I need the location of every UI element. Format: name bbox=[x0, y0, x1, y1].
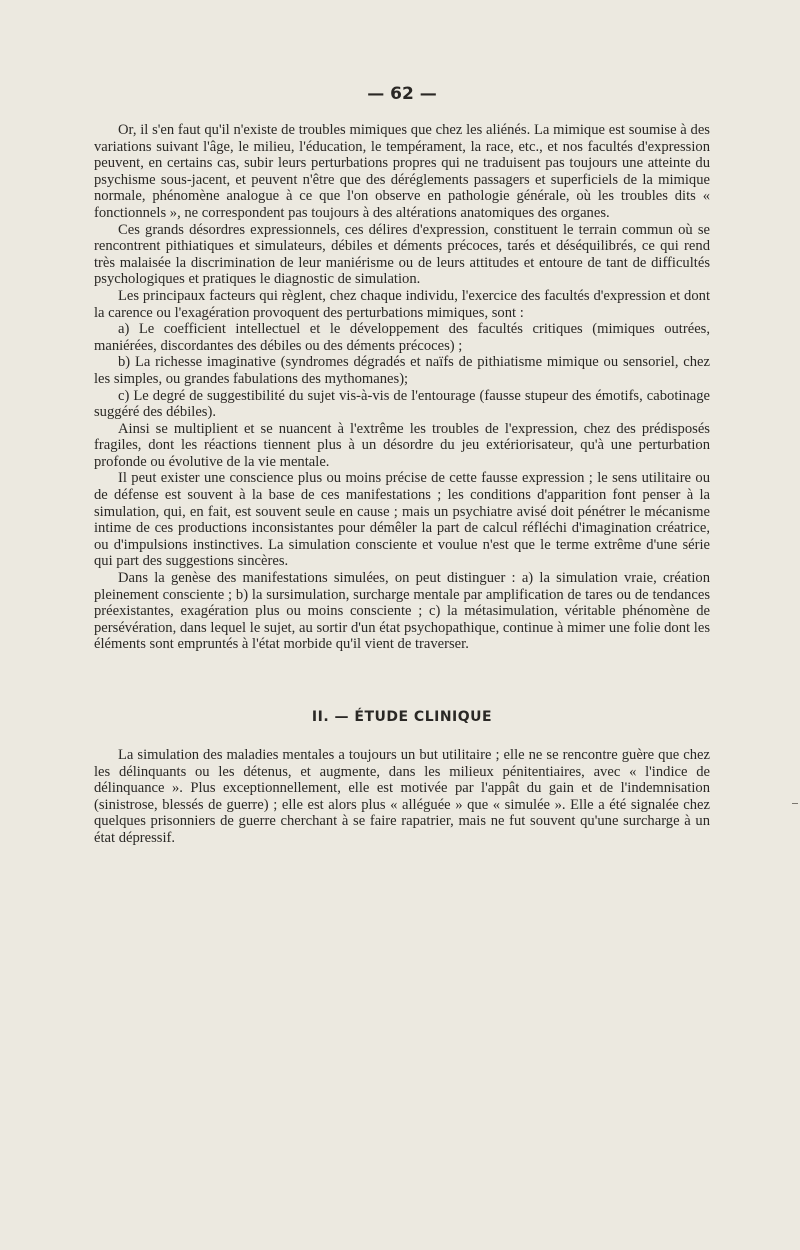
paragraph: Dans la genèse des manifestations simulées, on peut distinguer : a) la simulation vraie, création pleinement consciente ; b) la sursimulation, surcharge mentale par amplification de tares ou de tendances préexistantes, exagération plus ou moins consciente ; c) la métasimulation, véritable phénomène de persévération, dans lequel le sujet, au sortir d'un état psychopathique, continue à mimer une folie dont les éléments sont empruntés à l'état morbide qu'il vient de traverser. bbox=[94, 570, 710, 653]
paragraph: Les principaux facteurs qui règlent, chez chaque individu, l'exercice des facultés d'expression et dont la carence ou l'exagération provoquent des perturbations mimiques, sont : bbox=[94, 287, 710, 321]
body-text bbox=[94, 122, 710, 653]
page-number: — 62 — bbox=[367, 84, 437, 104]
paragraph: Ainsi se multiplient et se nuancent à l'extrême les troubles de l'expression, chez des prédisposés fragiles, dont les réactions tiennent plus à un désordre du jeu extériorisateur, qu'à une perturbation profonde ou évolutive de la vie mentale. bbox=[94, 420, 710, 470]
paragraph: La simulation des maladies mentales a toujours un but utilitaire ; elle ne se rencontre guère que chez les délinquants ou les détenus, et augmente, dans les milieux pénitentiaires, avec « l'indice de délinquance ». Plus exceptionnellement, elle est motivée par l'appât du gain et de l'indemnisation (sinistrose, blessés de guerre) ; elle est alors plus « alléguée » que « simulée ». Elle a été signalée chez quelques prisonniers de guerre cherchant à se faire rapatrier, mais ne fut souvent qu'une surcharge à un état dépressif. bbox=[94, 747, 710, 846]
margin-mark bbox=[792, 803, 798, 804]
section-heading: II. — ÉTUDE CLINIQUE bbox=[311, 709, 493, 725]
paragraph: Or, il s'en faut qu'il n'existe de troubles mimiques que chez les aliénés. La mimique est soumise à des variations suivant l'âge, le milieu, l'éducation, le tempérament, la race, etc., et nos facultés d'expression peuvent, en certains cas, subir leurs perturbations propres qui ne traduisent pas toujours une atteinte du psychisme sous-jacent, et peuvent n'être que des déréglements passagers et superficiels de la mimique normale, phénomène analogue à ce que l'on observe en pathologie générale, où les troubles dits « fonctionnels », ne correspondent pas toujours à des altérations anatomiques des organes. bbox=[94, 122, 710, 221]
section-body bbox=[94, 747, 710, 847]
list-item: a) Le coefficient intellectuel et le développement des facultés critiques (mimiques outrées, maniérées, discordantes des débiles ou des déments précoces) ; bbox=[94, 321, 710, 354]
paragraph: Ces grands désordres expressionnels, ces délires d'expression, constituent le terrain commun où se rencontrent pithiatiques et simulateurs, débiles et déments précoces, tarés et déséquilibrés, ce qui rend très malaisée la discrimination de leur maniérisme ou de leurs attitudes et entoure de tant de difficultés psychologiques et pratiques le diagnostic de simulation. bbox=[94, 221, 710, 288]
list-item: b) La richesse imaginative (syndromes dégradés et naïfs de pithiatisme mimique ou sensoriel, chez les simples, ou grandes fabulations des mythomanes); bbox=[94, 354, 710, 387]
list-item: c) Le degré de suggestibilité du sujet vis-à-vis de l'entourage (fausse stupeur des émotifs, cabotinage suggéré des débiles). bbox=[94, 387, 710, 421]
paragraph: Il peut exister une conscience plus ou moins précise de cette fausse expression ; le sens utilitaire ou de défense est souvent à la base de ces manifestations ; les conditions d'apparition font penser à la simulation, qui, en fait, est souvent seule en cause ; mais un psychiatre avisé doit pénétrer le mécanisme intime de ces productions inconsistantes pour démêler la part de calcul réfléchi d'imagination créatrice, ou d'impulsions instinctives. La simulation consciente et voulue n'est que le terme extrême d'une série qui part des suggestions sincères. bbox=[94, 470, 710, 570]
